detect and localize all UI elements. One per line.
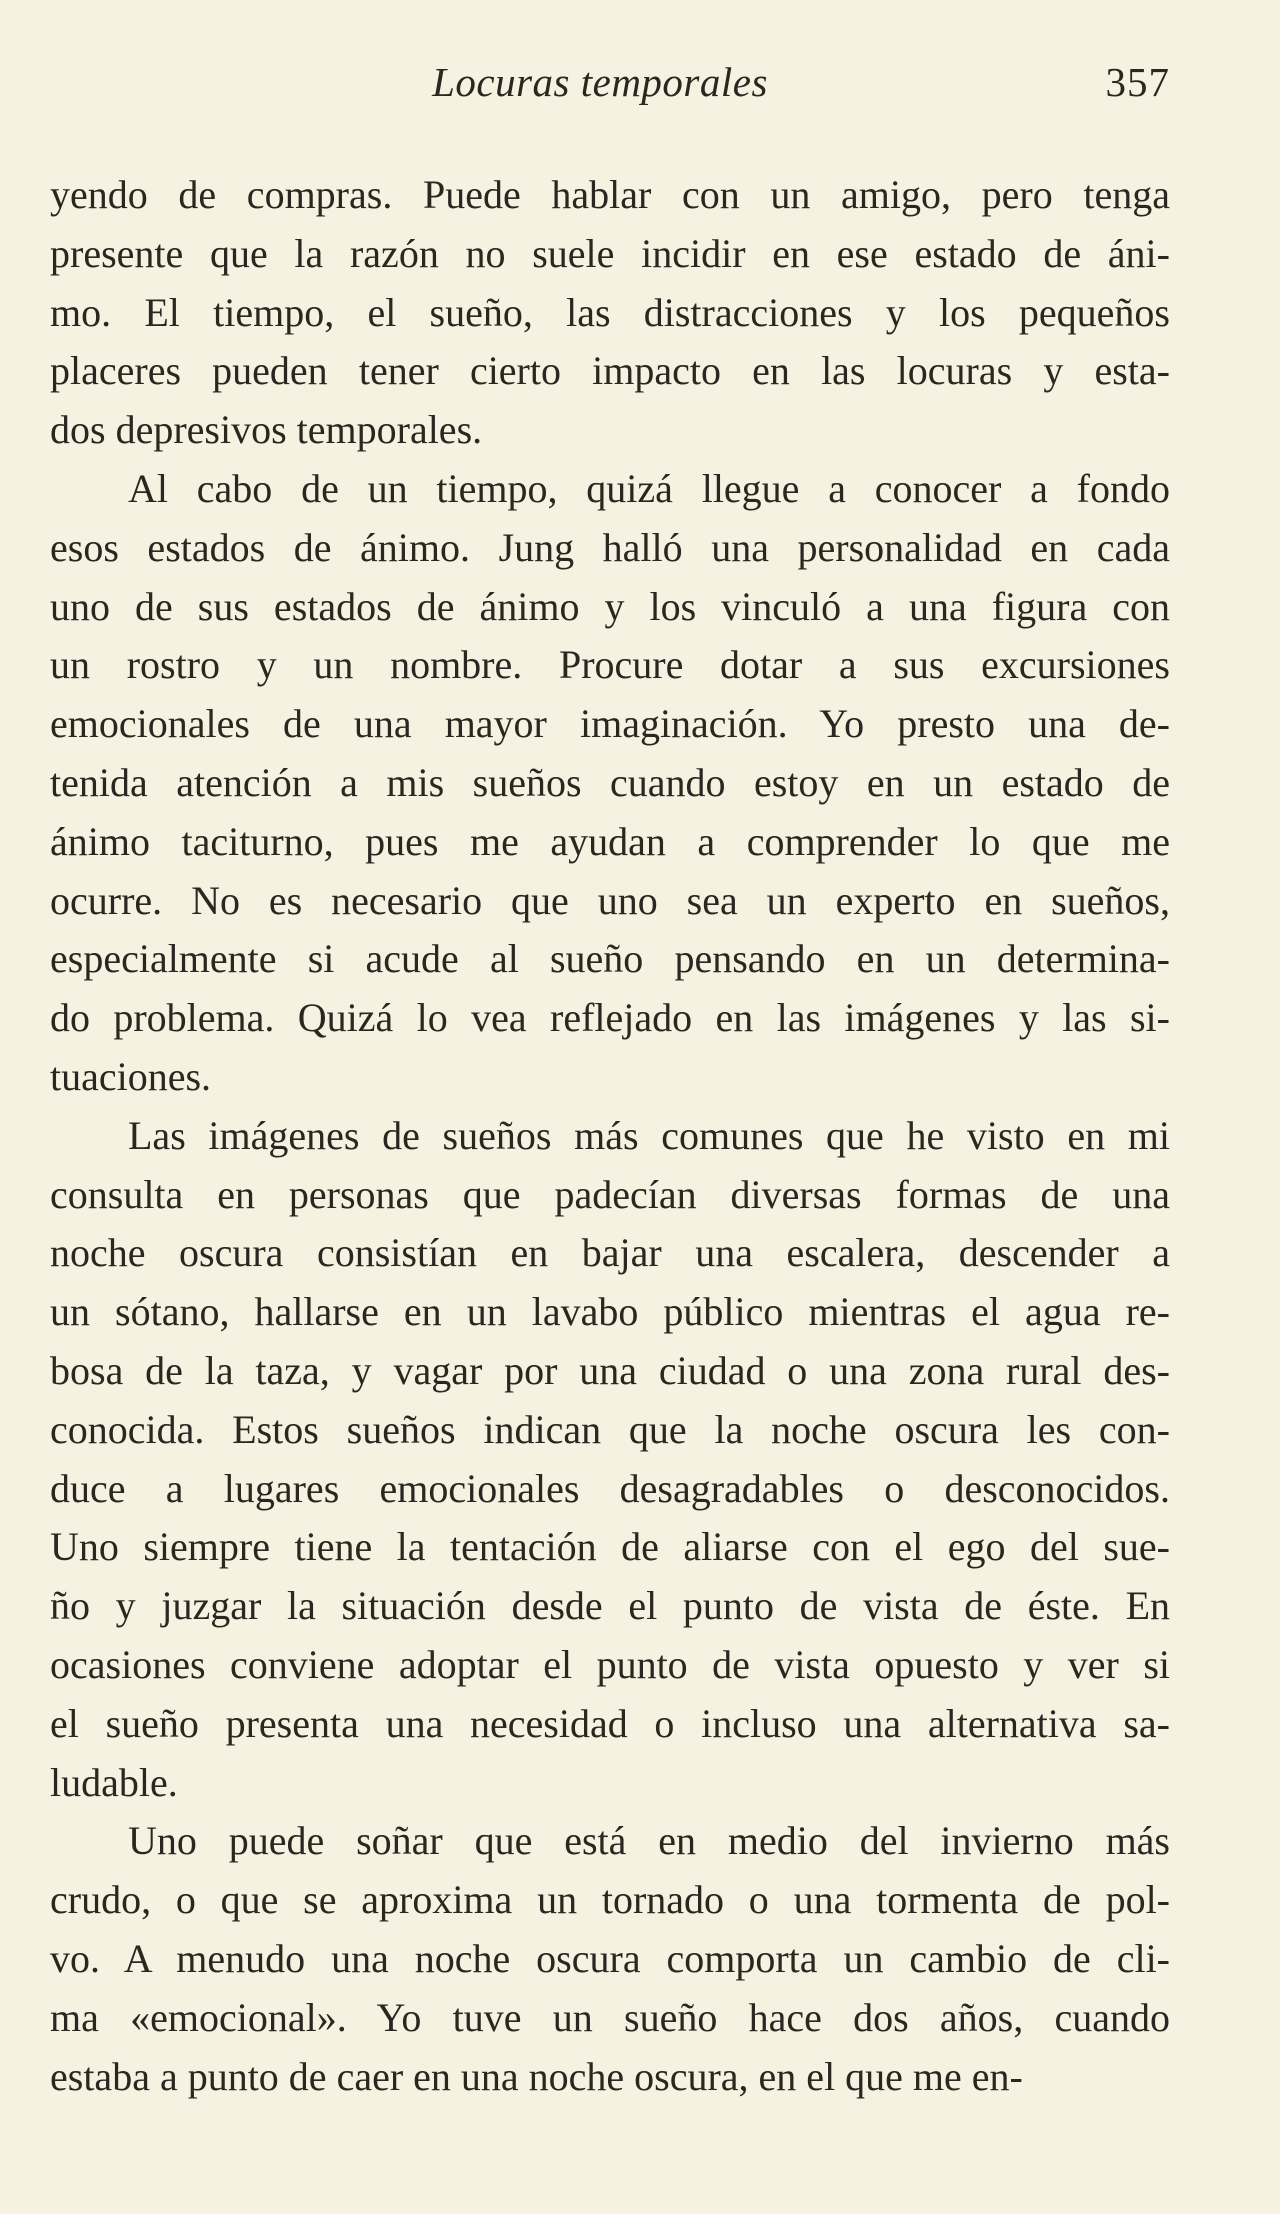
text-line: Uno puede soñar que está en medio del invierno más [128, 1818, 1170, 1864]
text-line: noche oscura consistían en bajar una escalera, descender a [50, 1230, 1170, 1276]
body-text [50, 166, 1170, 2106]
running-header [50, 52, 1170, 112]
text-line: un sótano, hallarse en un lavabo público mientras el agua re- [50, 1289, 1170, 1335]
text-line: el sueño presenta una necesidad o incluso una alternativa sa- [50, 1700, 1170, 1746]
text-line: Uno siempre tiene la tentación de aliarse con el ego del sue- [50, 1524, 1170, 1570]
text-line: ocasiones conviene adoptar el punto de vista opuesto y ver si [50, 1641, 1170, 1687]
text-line: do problema. Quizá lo vea reflejado en las imágenes y las si- [50, 995, 1170, 1041]
paragraph [50, 1107, 1170, 1813]
text-line: esos estados de ánimo. Jung halló una personalidad en cada [50, 524, 1170, 570]
text-line: especialmente si acude al sueño pensando en un determina- [50, 936, 1170, 982]
text-line: ma «emocional». Yo tuve un sueño hace dos años, cuando [50, 1994, 1170, 2040]
text-line: Al cabo de un tiempo, quizá llegue a conocer a fondo [128, 465, 1170, 511]
text-line: ño y juzgar la situación desde el punto de vista de éste. En [50, 1583, 1170, 1629]
text-line: crudo, o que se aproxima un tornado o una tormenta de pol- [50, 1877, 1170, 1923]
text-line: tuaciones. [50, 1053, 212, 1099]
text-line: consulta en personas que padecían diversas formas de una [50, 1171, 1170, 1217]
text-line: uno de sus estados de ánimo y los vinculó a una figura con [50, 583, 1170, 629]
page-number: 357 [1105, 59, 1170, 105]
text-line: emocionales de una mayor imaginación. Yo presto una de- [50, 701, 1170, 747]
text-line: ánimo taciturno, pues me ayudan a comprender lo que me [50, 818, 1170, 864]
text-line: estaba a punto de caer en una noche oscura, en el que me en- [50, 2053, 1023, 2099]
text-line: un rostro y un nombre. Procure dotar a sus excursiones [50, 642, 1170, 688]
text-line: presente que la razón no suele incidir en ese estado de áni- [50, 230, 1170, 276]
text-line: dos depresivos temporales. [50, 407, 483, 453]
text-line: bosa de la taza, y vagar por una ciudad o una zona rural des- [50, 1347, 1170, 1393]
text-line: vo. A menudo una noche oscura comporta un cambio de cli- [50, 1935, 1170, 1981]
paragraph [50, 166, 1170, 460]
text-line: mo. El tiempo, el sueño, las distracciones y los pequeños [50, 289, 1170, 335]
text-line: conocida. Estos sueños indican que la noche oscura les con- [50, 1406, 1170, 1452]
paragraph [50, 460, 1170, 1107]
text-line: yendo de compras. Puede hablar con un amigo, pero tenga [50, 172, 1170, 217]
text-line: placeres pueden tener cierto impacto en las locuras y esta- [50, 348, 1170, 394]
text-line: ludable. [50, 1759, 178, 1805]
text-line: duce a lugares emocionales desagradables o desconocidos. [50, 1465, 1170, 1511]
paragraph [50, 1812, 1170, 2106]
text-line: ocurre. No es necesario que uno sea un experto en sueños, [50, 877, 1170, 923]
text-line: Las imágenes de sueños más comunes que he visto en mi [128, 1112, 1170, 1158]
running-title: Locuras temporales [432, 59, 768, 105]
text-line: tenida atención a mis sueños cuando estoy en un estado de [50, 759, 1170, 805]
